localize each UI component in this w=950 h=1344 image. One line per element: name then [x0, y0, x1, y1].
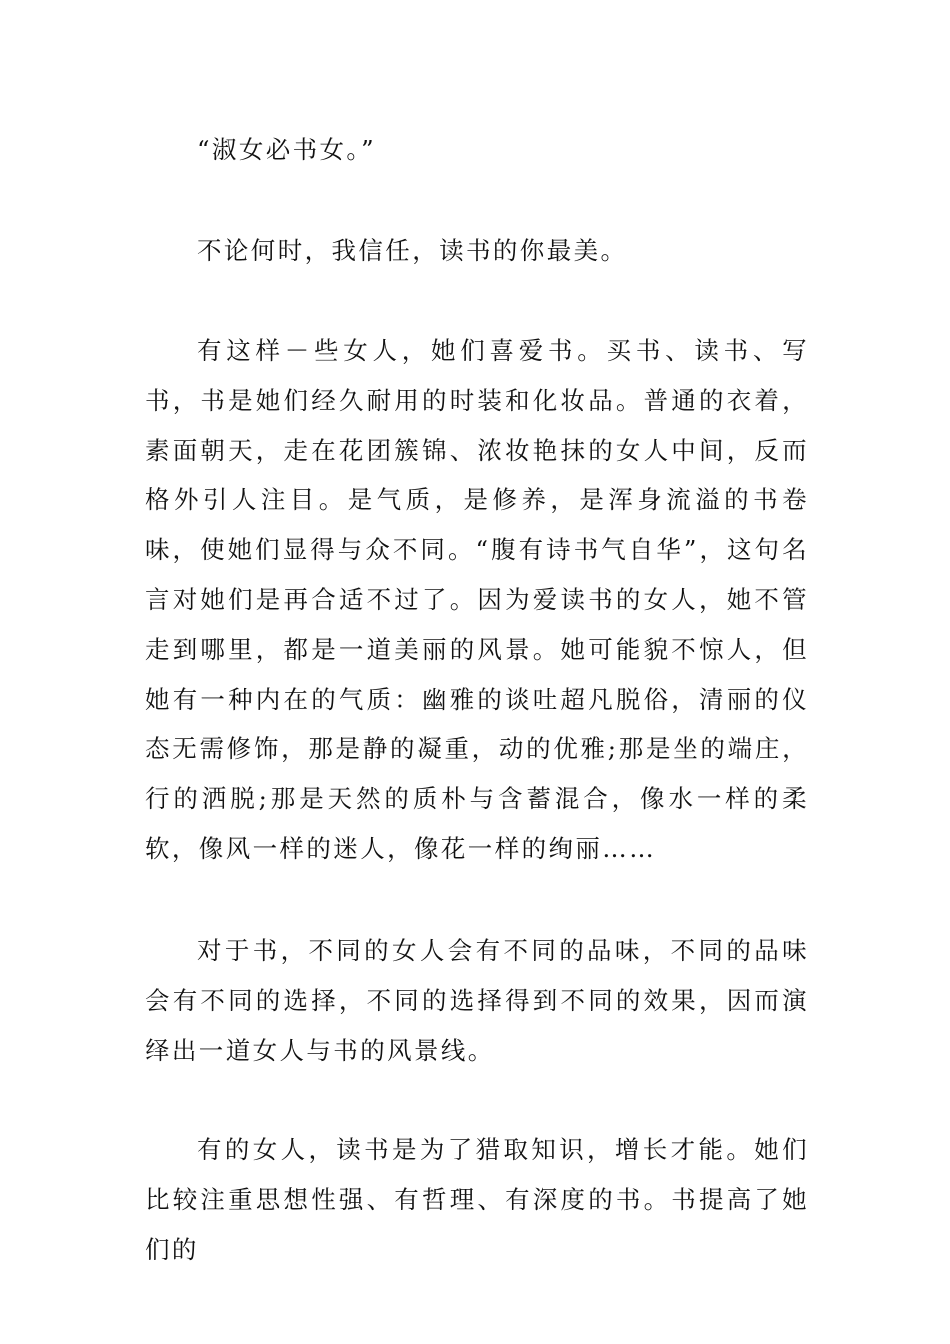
paragraph-quote: “淑女必书女。”	[197, 135, 376, 164]
paragraph-body-2: 对于书，不同的女人会有不同的品味，不同的品味会有不同的选择，不同的选择得到不同的效果，因而演绎出一道女人与书的风景线。	[145, 936, 809, 1065]
paragraph-statement: 不论何时，我信任，读书的你最美。	[197, 236, 628, 265]
paragraph-body-3: 有的女人，读书是为了猎取知识，增长才能。她们比较注重思想性强、有哲理、有深度的书。书提高了她们的	[145, 1135, 809, 1264]
paragraph-body-1: 有这样－些女人，她们喜爱书。买书、读书、写书，书是她们经久耐用的时装和化妆品。普通的衣着，素面朝天，走在花团簇锦、浓妆艳抹的女人中间，反而格外引人注目。是气质，是修养，是浑身流溢的书卷味，使她们显得与众不同。“腹有诗书气自华”，这句名言对她们是再合适不过了。因为爱读书的女人，她不管走到哪里，都是一道美丽的风景。她可能貌不惊人，但她有一种内在的气质：幽雅的谈吐超凡脱俗，清丽的仪态无需修饰，那是静的凝重，动的优雅;那是坐的端庄，行的洒脱;那是天然的质朴与含蓄混合，像水一样的柔软，像风一样的迷人，像花一样的绚丽……	[145, 336, 809, 863]
